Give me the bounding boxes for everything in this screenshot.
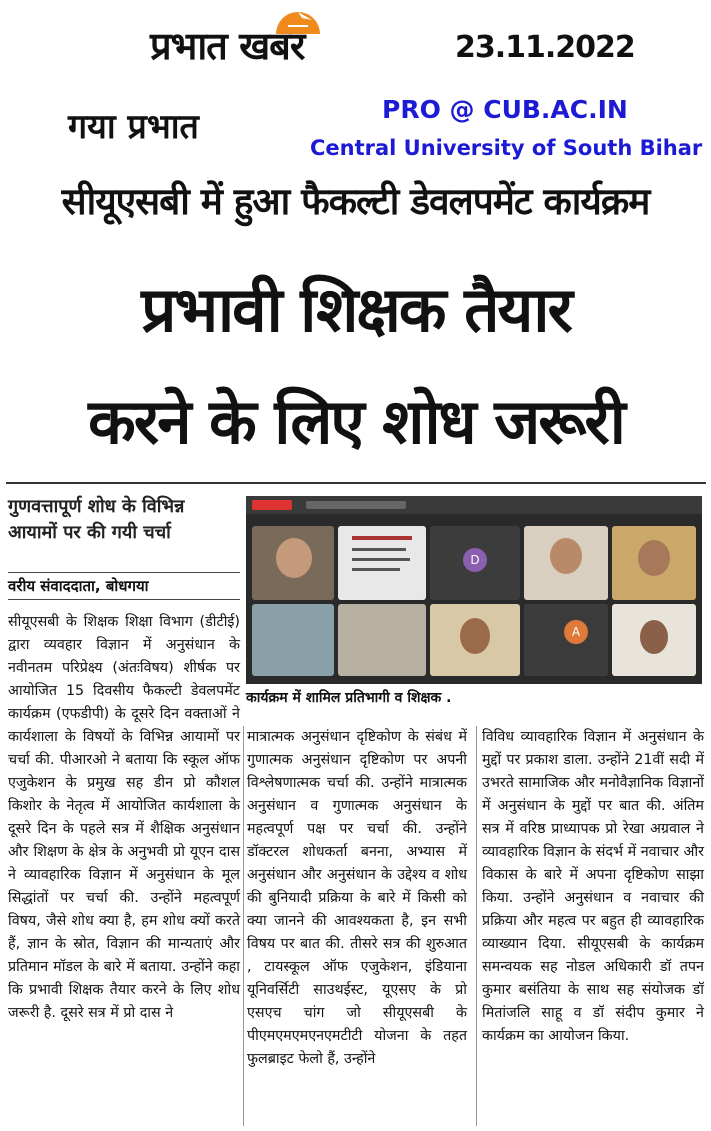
participant-tile [612,526,696,600]
meeting-toolbar [246,496,702,514]
masthead [150,8,390,74]
headline-line-1: प्रभावी शिक्षक तैयार [141,273,571,346]
recording-badge [252,500,292,510]
headline-divider [6,482,706,484]
masthead-title: प्रभात खबर [150,24,305,68]
article-column-3: विविध व्यावहारिक विज्ञान में अनुसंधान के मुद्दों पर प्रकाश डाला. उन्होंने 21वीं सदी में उभरते सामाजिक और मनोवैज्ञानिक विज्ञानों में अनुसंधान के मुद्दों पर बात की. अंतिम सत्र में वरिष्ठ प्राध्यापक प्रो रेखा अग्रवाल ने व्यावहारिक विज्ञान के संदर्भ में नवाचार और विकास के बारे में अपना दृष्टिकोण साझा किया. उन्होंने अनुसंधान व नवाचार की प्रक्रिया और महत्व पर बहुत ही व्यावहारिक व्याख्यान दिया. सीयूएसबी के कार्यक्रम समन्वयक सह नोडल अधिकारी डॉ तपन कुमार बसंतिया के साथ सह संयोजक डॉ मितांजलि साहू व डॉ संदीप कुमार ने कार्यक्रम का आयोजन किया. [482,729,704,1044]
participant-tile [612,604,696,676]
meeting-title-bar [306,501,406,509]
subheadline: सीयूएसबी में हुआ फैकल्टी डेवलपमेंट कार्यक्रम [61,180,650,223]
article-column-1: सीयूएसबी के शिक्षक शिक्षा विभाग (डीटीई) द्वारा व्यवहार विज्ञान में अनुसंधान के नवीनतम परिप्रेक्ष्य (अंतःविषय) शीर्षक पर आयोजित 15 दिवसीय फैकल्टी डेवलपमेंट कार्यक्रम (एफडीपी) के दूसरे दिन वक्ताओं ने कार्यशाला के विषयों के विभिन्न आयामों पर चर्चा की. पीआरओ ने बताया कि स्कूल ऑफ एजुकेशन के प्रमुख सह डीन प्रो कौशल किशोर के नेतृत्व में आयोजित कार्यशाला के दूसरे दिन के पहले सत्र में शैक्षिक अनुसंधान और शिक्षण के क्षेत्र के अनुभवी प्रो यूएन दास ने व्यावहारिक विज्ञान में अनुसंधान के मूल सिद्धांतों पर चर्चा की. उन्होंने महत्वपूर्ण विषय, जैसे शोध क्या है, हम शोध क्यों करते हैं, ज्ञान के स्रोत, विज्ञान की मान्यताएं और प्रतिमान मॉडल के बारे में बताया. उन्होंने कहा कि प्रभावी शिक्षक तैयार करने के लिए शोध जरूरी है. दूसरे सत्र में प्रो दास ने [8,614,240,1021]
shared-slide-tile [338,526,426,600]
participant-tile [430,604,520,676]
pro-email-watermark: PRO @ CUB.AC.IN [382,95,628,124]
participant-tile [338,604,426,676]
video-conference-photo [246,496,702,684]
column-divider [243,726,244,1126]
participant-tile [252,604,334,676]
photo-caption: कार्यक्रम में शामिल प्रतिभागी व शिक्षक . [246,690,452,706]
participant-tile [524,526,608,600]
participant-avatar: D [463,548,487,572]
participant-tile [430,526,520,600]
strapline: गुणवत्तापूर्ण शोध के विभिन्न आयामों पर की गयी चर्चा [8,496,185,543]
participant-avatar: A [564,620,588,644]
edition-name: गया प्रभात [68,107,199,147]
issue-date: 23.11.2022 [455,30,635,65]
headline-line-2: करने के लिए शोध जरूरी [88,385,624,458]
column-divider [476,726,477,1126]
participant-tile [524,604,608,676]
article-column-2: मात्रात्मक अनुसंधान दृष्टिकोण के संबंध में गुणात्मक अनुसंधान दृष्टिकोण पर अपनी विश्लेषणात्मक चर्चा की. उन्होंने मात्रात्मक अनुसंधान व गुणात्मक अनुसंधान के महत्वपूर्ण पक्ष पर चर्चा की. उन्होंने डॉक्टरल शोधकर्ता बनना, अभ्यास में अनुसंधान और अनुसंधान के उद्देश्य व शोध की बुनियादी प्रक्रिया के बारे में किसी को क्या जानने की आवश्यकता है, इन सभी विषय पर बात की. तीसरे सत्र की शुरुआत , टायस्कूल ऑफ एजुकेशन, इंडियाना यूनिवर्सिटी साउथईस्ट, यूएसए के प्रो एसएच चांग जो सीयूएसबी के पीएमएमएमएनएमटीटी योजना के तहत फुलब्राइट फेलो हैं, उन्होंने [247,729,467,1067]
university-watermark: Central University of South Bihar [310,136,703,160]
byline: वरीय संवाददाता, बोधगया [8,572,240,600]
participant-tile [252,526,334,600]
